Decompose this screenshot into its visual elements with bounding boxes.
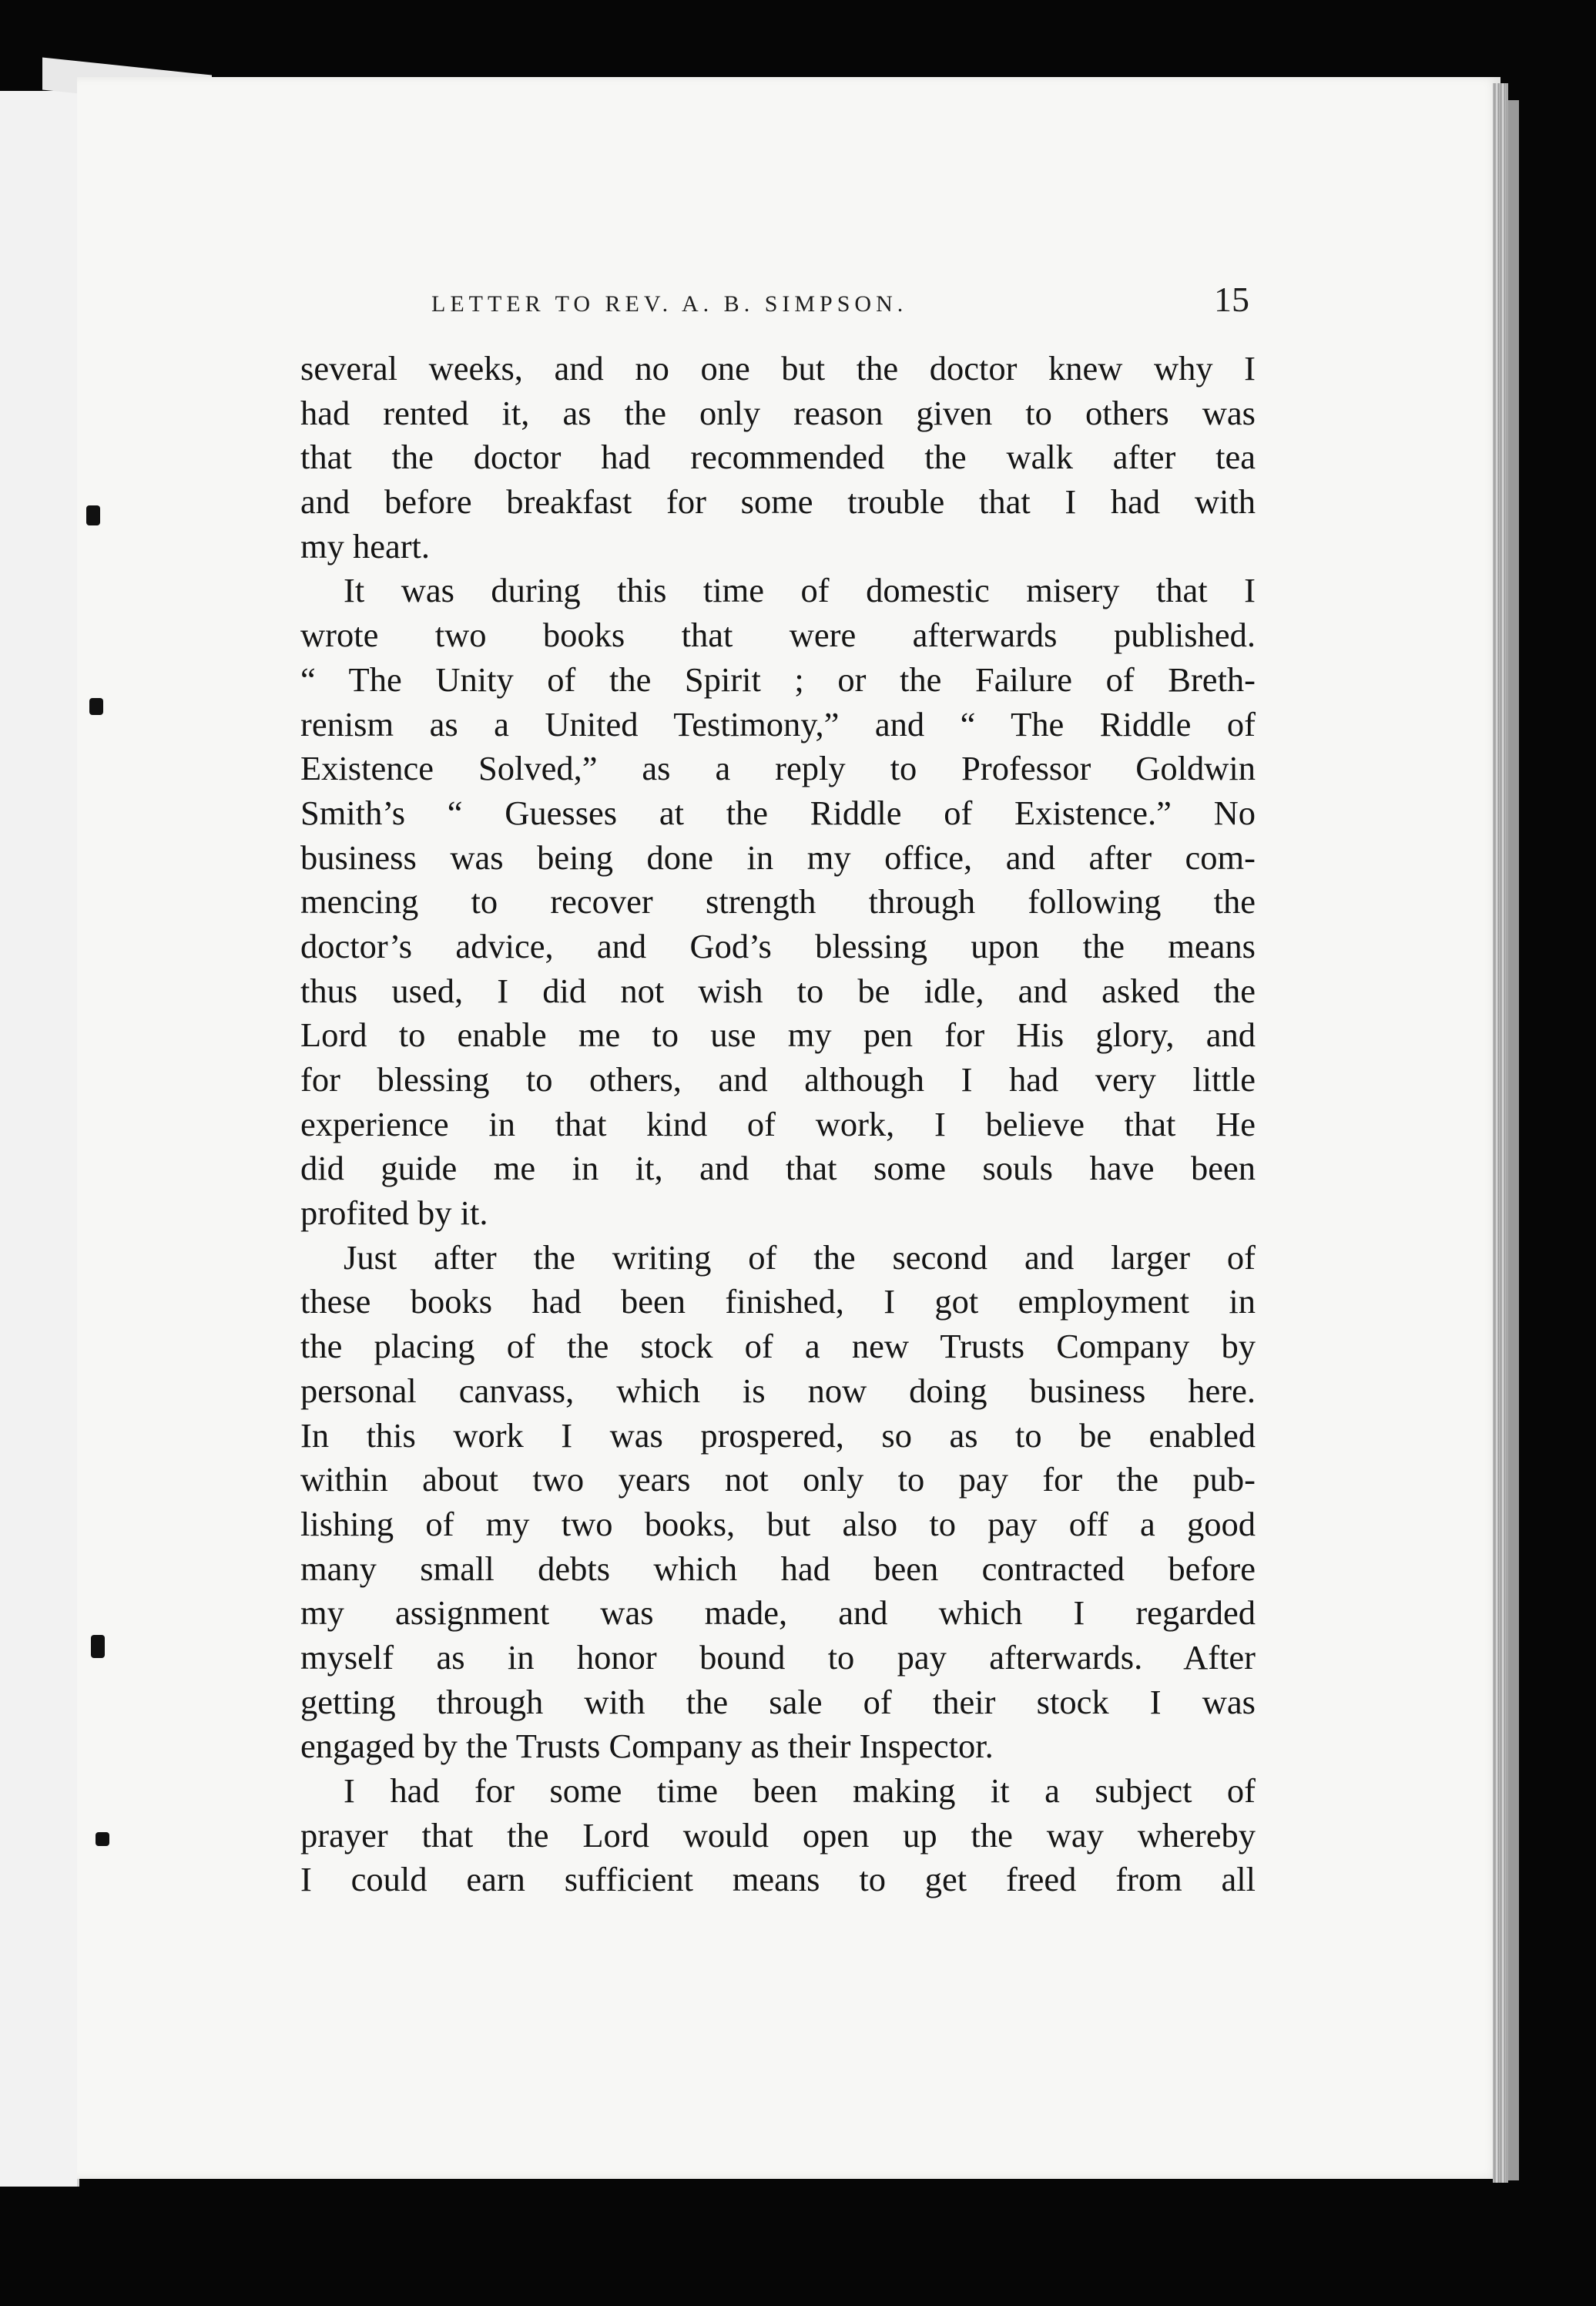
text-line: my assignment was made, and which I regarded: [300, 1593, 1256, 1633]
paragraph: [300, 347, 1256, 569]
text-line: the placing of the stock of a new Trusts Company by: [300, 1327, 1256, 1366]
left-page-edge: [0, 91, 79, 2187]
text-line: engaged by the Trusts Company as their Inspector.: [300, 1727, 994, 1766]
text-line: many small debts which had been contracted before: [300, 1549, 1256, 1588]
binding-mark: [86, 505, 100, 525]
text-line: within about two years not only to pay for the pub-: [300, 1460, 1256, 1499]
text-line: that the doctor had recommended the walk after tea: [300, 438, 1256, 477]
text-line: Lord to enable me to use my pen for His glory, and: [300, 1015, 1256, 1055]
text-line: wrote two books that were afterwards published.: [300, 616, 1256, 655]
text-line: renism as a United Testimony,” and “ The Riddle of: [300, 704, 1256, 743]
text-line: profited by it.: [300, 1193, 488, 1233]
text-line: for blessing to others, and although I had very little: [300, 1060, 1256, 1099]
text-line: experience in that kind of work, I believe that He: [300, 1104, 1256, 1143]
running-header: LETTER TO REV. A. B. SIMPSON.: [431, 291, 908, 317]
binding-mark: [96, 1832, 109, 1846]
text-line: personal canvass, which is now doing business here.: [300, 1371, 1256, 1410]
text-line: I had for some time been making it a subject of: [344, 1771, 1256, 1810]
text-line: these books had been finished, I got employment in: [300, 1282, 1256, 1321]
text-line: “ The Unity of the Spirit ; or the Failure of Breth-: [300, 660, 1256, 699]
binding-mark: [91, 1635, 105, 1658]
binding-mark: [89, 698, 103, 715]
text-line: business was being done in my office, and after com-: [300, 837, 1256, 877]
text-line: I could earn sufficient means to get freed from all: [300, 1860, 1256, 1899]
text-line: Just after the writing of the second and larger of: [344, 1237, 1256, 1277]
text-line: Smith’s “ Guesses at the Riddle of Existence.” No: [300, 793, 1256, 832]
text-line: doctor’s advice, and God’s blessing upon the means: [300, 926, 1256, 965]
text-line: several weeks, and no one but the doctor knew why I: [300, 349, 1256, 388]
right-page-edge: [1493, 83, 1508, 2183]
text-line: Existence Solved,” as a reply to Professor Goldwin: [300, 749, 1256, 788]
text-line: mencing to recover strength through following the: [300, 882, 1256, 921]
text-line: and before breakfast for some trouble that I had with: [300, 482, 1256, 522]
paragraph: [300, 569, 1256, 1235]
text-line: lishing of my two books, but also to pay off a good: [300, 1504, 1256, 1543]
text-line: In this work I was prospered, so as to be enabled: [300, 1415, 1256, 1455]
body-text: [300, 347, 1256, 1902]
page-number: 15: [1214, 280, 1249, 319]
paragraph: [300, 1769, 1256, 1902]
right-page-edge-shadow: [1508, 100, 1519, 2180]
text-line: prayer that the Lord would open up the way whereby: [300, 1815, 1256, 1855]
text-line: myself as in honor bound to pay afterwards. After: [300, 1637, 1256, 1677]
text-line: had rented it, as the only reason given to others was: [300, 393, 1256, 432]
text-line: did guide me in it, and that some souls have been: [300, 1149, 1256, 1188]
text-line: my heart.: [300, 526, 431, 566]
paragraph: [300, 1236, 1256, 1769]
text-line: It was during this time of domestic misery that I: [344, 571, 1256, 610]
text-line: getting through with the sale of their stock I was: [300, 1682, 1256, 1721]
text-line: thus used, I did not wish to be idle, and asked the: [300, 971, 1256, 1010]
